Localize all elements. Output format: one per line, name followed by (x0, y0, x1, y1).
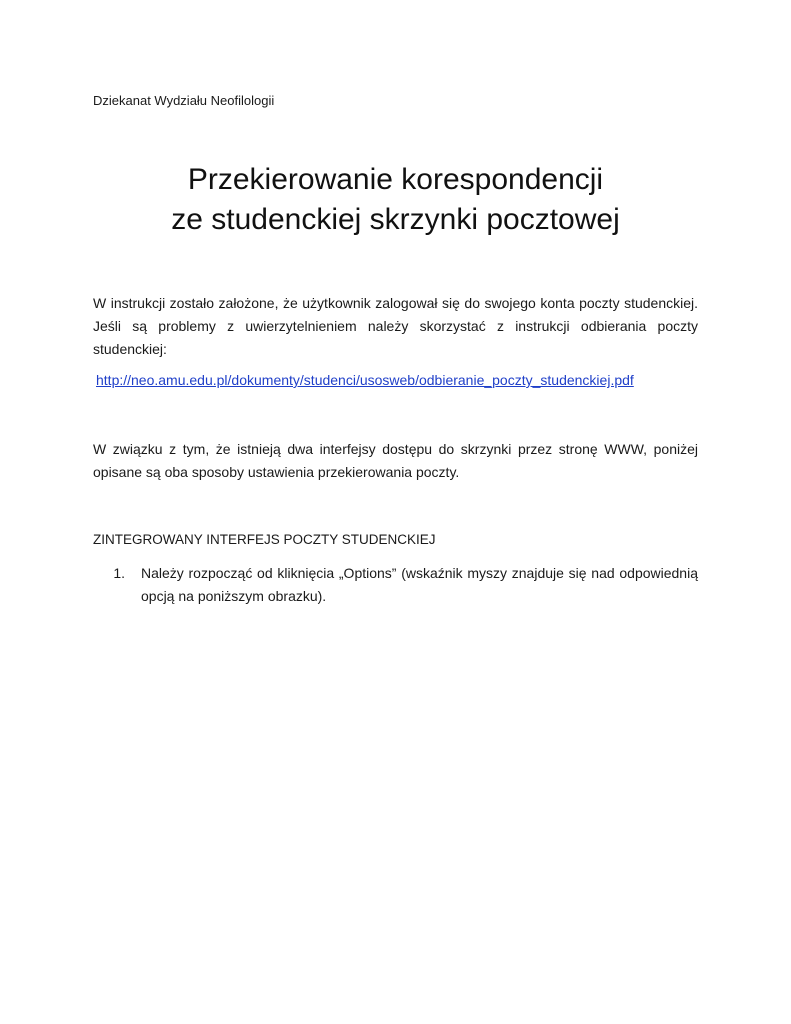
step-number: 1. (113, 565, 125, 581)
title-line-2: ze studenckiej skrzynki pocztowej (171, 203, 620, 236)
list-item (93, 562, 698, 608)
title-line-1: Przekierowanie korespondencji (187, 163, 604, 196)
organization-name: Dziekanat Wydziału Neofilologii (93, 93, 275, 108)
step-text: Należy rozpocząć od kliknięcia „Options” (wskaźnik myszy znajduje się nad odpowiednią opcją na poniższym obrazku). (141, 565, 698, 604)
steps-list (93, 562, 698, 608)
context-paragraph: W związku z tym, że istnieją dwa interfejsy dostępu do skrzynki przez stronę WWW, poniżej opisane są oba sposoby ustawienia przekierowania poczty. (93, 441, 698, 480)
page-title (60, 160, 731, 240)
instruction-pdf-link[interactable]: http://neo.amu.edu.pl/dokumenty/studenci/usosweb/odbieranie_poczty_studenckiej.pdf (96, 372, 634, 388)
section-heading: ZINTEGROWANY INTERFEJS POCZTY STUDENCKIEJ (93, 532, 436, 547)
intro-paragraph: W instrukcji zostało założone, że użytkownik zalogował się do swojego konta poczty studenckiej. Jeśli są problemy z uwierzytelnieniem należy skorzystać z instrukcji odbierania poczty studenckiej: (93, 295, 698, 357)
instruction-link-row (96, 370, 634, 390)
